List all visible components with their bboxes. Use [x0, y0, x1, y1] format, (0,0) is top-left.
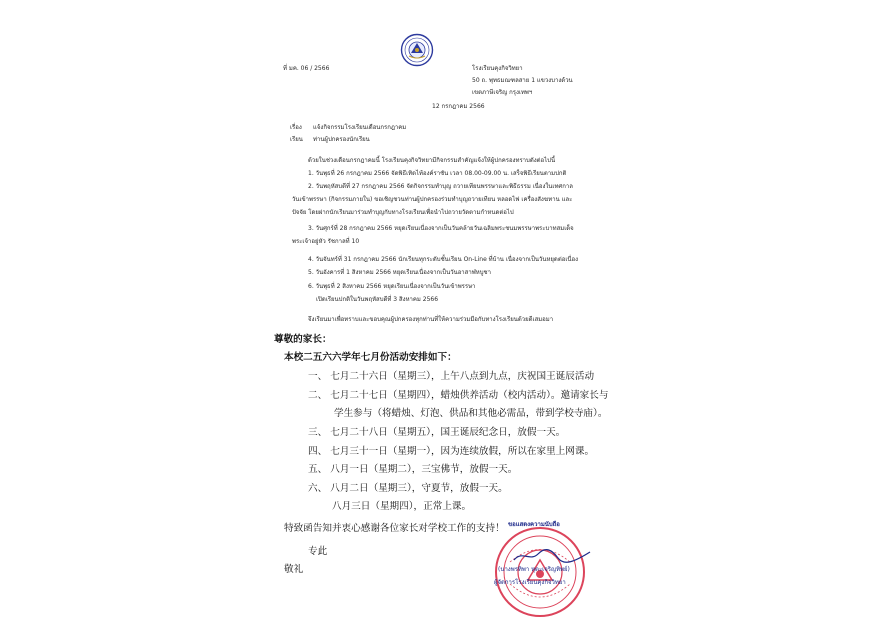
thai-item-5: 5. วันอังคารที่ 1 สิงหาคม 2566 หยุดเรียนเนื่องจากเป็นวันอาสาฬหบูชา: [308, 269, 491, 276]
recipient-text: ท่านผู้ปกครองนักเรียน: [313, 136, 370, 143]
chinese-item-5: 五、 八月一日（星期二），三宝佛节，放假一天。: [308, 464, 518, 475]
thai-item-4: 4. วันจันทร์ที่ 31 กรกฎาคม 2566 นักเรียนทุกระดับชั้นเรียน On-Line ที่บ้าน เนื่องจากเป็นวันหยุดต่อเนื่อง: [308, 256, 579, 263]
chinese-sign-off-2: 敬礼: [284, 564, 304, 575]
thai-item-2: 2. วันพฤหัสบดีที่ 27 กรกฎาคม 2566 จัดกิจกรรมทำบุญ ถวายเทียนพรรษาและพิธีธรรม เนื่องในเทศกาล: [308, 183, 573, 190]
document-page: [250, 0, 650, 625]
signature-thanks: ขอแสดงความนับถือ: [508, 521, 560, 528]
chinese-item-2: 二、 七月二十七日（星期四），蜡烛供养活动（校内活动）。邀请家长与: [308, 390, 609, 401]
chinese-item-6: 六、 八月二日（星期三），守夏节，放假一天。: [308, 483, 508, 494]
subject-label: เรื่อง: [290, 124, 302, 131]
chinese-intro: 本校二五六六学年七月份活动安排如下：: [284, 352, 457, 363]
chinese-item-1: 一、 七月二十六日（星期三），上午八点到九点，庆祝国王诞辰活动: [308, 371, 595, 382]
thai-item-2-cont-2: ปัจจัย โดยฝากนักเรียนมาร่วมทำบุญกับทางโรงเรียนเพื่อนำไปถวายวัดตามกำหนดต่อไป: [292, 209, 514, 216]
reference-number: ที่ มค. 06 / 2566: [283, 65, 330, 72]
chinese-sign-off-1: 专此: [308, 546, 328, 557]
thai-intro: ด้วยในช่วงเดือนกรกฎาคมนี้ โรงเรียนคุงกิจวิทยามีกิจกรรมสำคัญแจ้งให้ผู้ปกครองทราบดังต่อไปนี้: [308, 157, 556, 164]
recipient-label: เรียน: [290, 136, 303, 143]
school-seal-icon: [400, 33, 434, 67]
thai-item-3-cont: พระเจ้าอยู่หัว รัชกาลที่ 10: [292, 238, 360, 245]
subject-text: แจ้งกิจกรรมโรงเรียนเดือนกรกฎาคม: [313, 124, 407, 131]
handwritten-signature-icon: [512, 548, 592, 564]
signature-title: ผู้จัดการโรงเรียนคุงกิจวิทยา: [494, 579, 566, 586]
thai-item-1: 1. วันพุธที่ 26 กรกฎาคม 2566 จัดพิธีเทิดไท้องค์ราชัน เวลา 08.00-09.00 น. เสร็จพิธีเรียนตามปกติ: [308, 170, 567, 177]
thai-item-6: 6. วันพุธที่ 2 สิงหาคม 2566 หยุดเรียนเนื่องจากเป็นวันเข้าพรรษา: [308, 283, 476, 290]
chinese-item-6-cont: 八月三日（星期四），正常上课。: [332, 501, 472, 512]
thai-item-3: 3. วันศุกร์ที่ 28 กรกฎาคม 2566 หยุดเรียนเนื่องจากเป็นวันคล้ายวันเฉลิมพระชนมพรรษาพระบาทสมเด็จ: [308, 225, 574, 232]
chinese-item-3: 三、 七月二十八日（星期五），国王诞辰纪念日，放假一天。: [308, 427, 566, 438]
school-name: โรงเรียนคุงกิจวิทยา: [472, 65, 523, 72]
chinese-item-4: 四、 七月三十一日（星期一），因为连续放假，所以在家里上网课。: [308, 446, 595, 457]
thai-item-2-cont-1: วันเข้าพรรษา (กิจกรรมภายใน) ขอเชิญชวนท่านผู้ปกครองร่วมทำบุญถวายเทียน หลอดไฟ เครื่องสังฆทาน และ: [292, 196, 573, 203]
chinese-greeting: 尊敬的家长：: [274, 334, 332, 345]
thai-closing: จึงเรียนมาเพื่อทราบและขอบคุณผู้ปกครองทุกท่านที่ให้ความร่วมมือกับทางโรงเรียนด้วยดีเสมอมา: [308, 316, 554, 323]
chinese-closing: 特致函告知并衷心感谢各位家长对学校工作的支持！: [284, 523, 505, 534]
signature-name: (นางพรทิพา หุตะเจริญทิพย์): [498, 566, 570, 573]
thai-item-6-cont: เปิดเรียนปกติในวันพฤหัสบดีที่ 3 สิงหาคม 2566: [316, 296, 439, 303]
letter-date: 12 กรกฎาคม 2566: [432, 103, 485, 110]
address-line-1: 50 ถ. พุทธมณฑลสาย 1 แขวงบางด้วน: [472, 77, 573, 84]
address-line-2: เขตภาษีเจริญ กรุงเทพฯ: [472, 89, 533, 96]
chinese-item-2-cont: 学生参与（将蜡烛、灯泡、供品和其他必需品，带到学校寺庙）。: [334, 408, 608, 419]
